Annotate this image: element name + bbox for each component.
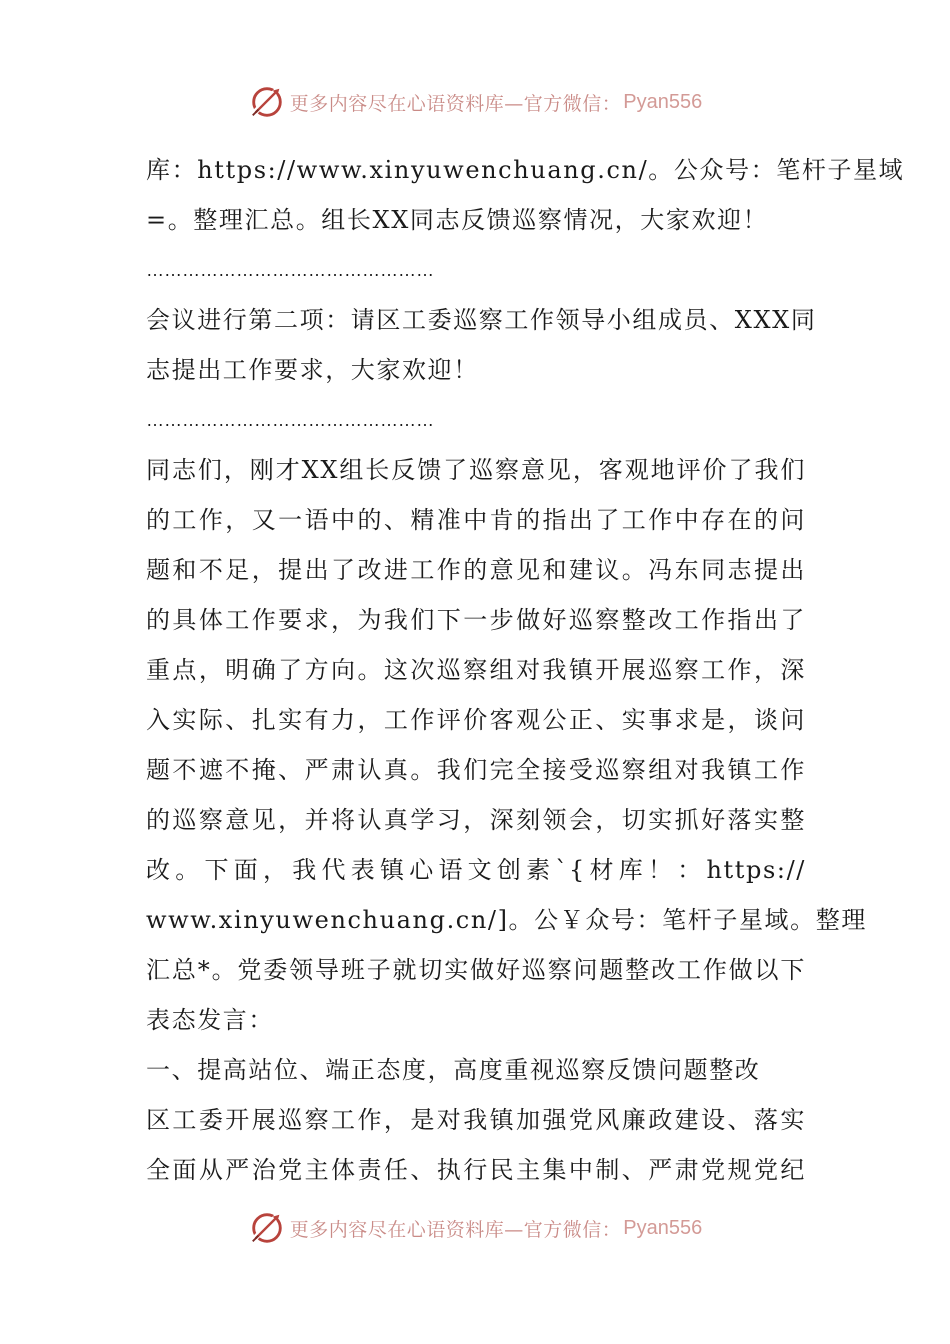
text-line: 区工委开展巡察工作，是对我镇加强党风廉政建设、落实: [146, 1106, 806, 1134]
pen-logo-icon: [248, 83, 286, 121]
text-line: 表态发言：: [146, 1006, 274, 1034]
text-line: 的巡察意见，并将认真学习，深刻领会，切实抓好落实整: [146, 806, 806, 834]
text-line: 改。下面，我代表镇心语文创素`{材库！：https://: [146, 856, 806, 884]
footer-watermark: [0, 1208, 950, 1248]
text-line: 全面从严治党主体责任、执行民主集中制、严肃党规党纪: [146, 1156, 806, 1184]
watermark-text: 更多内容尽在心语资料库—官方微信：: [289, 92, 622, 115]
text-line: 库：https://www.xinyuwenchuang.cn/。公众号：笔杆子星域: [146, 156, 905, 184]
document-body: [146, 145, 905, 1195]
watermark-wechat-id: Pyan556: [623, 1216, 703, 1239]
dotted-separator: …………………………………………: [146, 410, 434, 430]
section-heading: 一、提高站位、端正态度，高度重视巡察反馈问题整改: [146, 1056, 761, 1084]
text-line: 同志们，刚才XX组长反馈了巡察意见，客观地评价了我们: [146, 456, 806, 484]
text-line: 重点，明确了方向。这次巡察组对我镇开展巡察工作，深: [146, 656, 806, 684]
watermark-wechat-id: Pyan556: [623, 90, 703, 113]
text-line: 入实际、扎实有力，工作评价客观公正、实事求是，谈问: [146, 706, 806, 734]
text-line: 的工作，又一语中的、精准中肯的指出了工作中存在的问: [146, 506, 806, 534]
text-line: 会议进行第二项：请区工委巡察工作领导小组成员、XXX同: [146, 306, 817, 334]
text-line: 的具体工作要求，为我们下一步做好巡察整改工作指出了: [146, 606, 806, 634]
watermark-text: 更多内容尽在心语资料库—官方微信：: [289, 1218, 622, 1241]
text-line: 汇总*。党委领导班子就切实做好巡察问题整改工作做以下: [146, 956, 806, 984]
text-line: =。整理汇总。组长XX同志反馈巡察情况，大家欢迎！: [146, 206, 769, 234]
text-line: www.xinyuwenchuang.cn/]。公￥众号：笔杆子星域。整理: [146, 906, 867, 934]
header-watermark: [0, 82, 950, 122]
text-line: 题不遮不掩、严肃认真。我们完全接受巡察组对我镇工作: [146, 756, 806, 784]
text-line: 志提出工作要求，大家欢迎！: [146, 356, 479, 384]
text-line: 题和不足，提出了改进工作的意见和建议。冯东同志提出: [146, 556, 806, 584]
dotted-separator: …………………………………………: [146, 260, 434, 280]
pen-logo-icon: [248, 1209, 286, 1247]
